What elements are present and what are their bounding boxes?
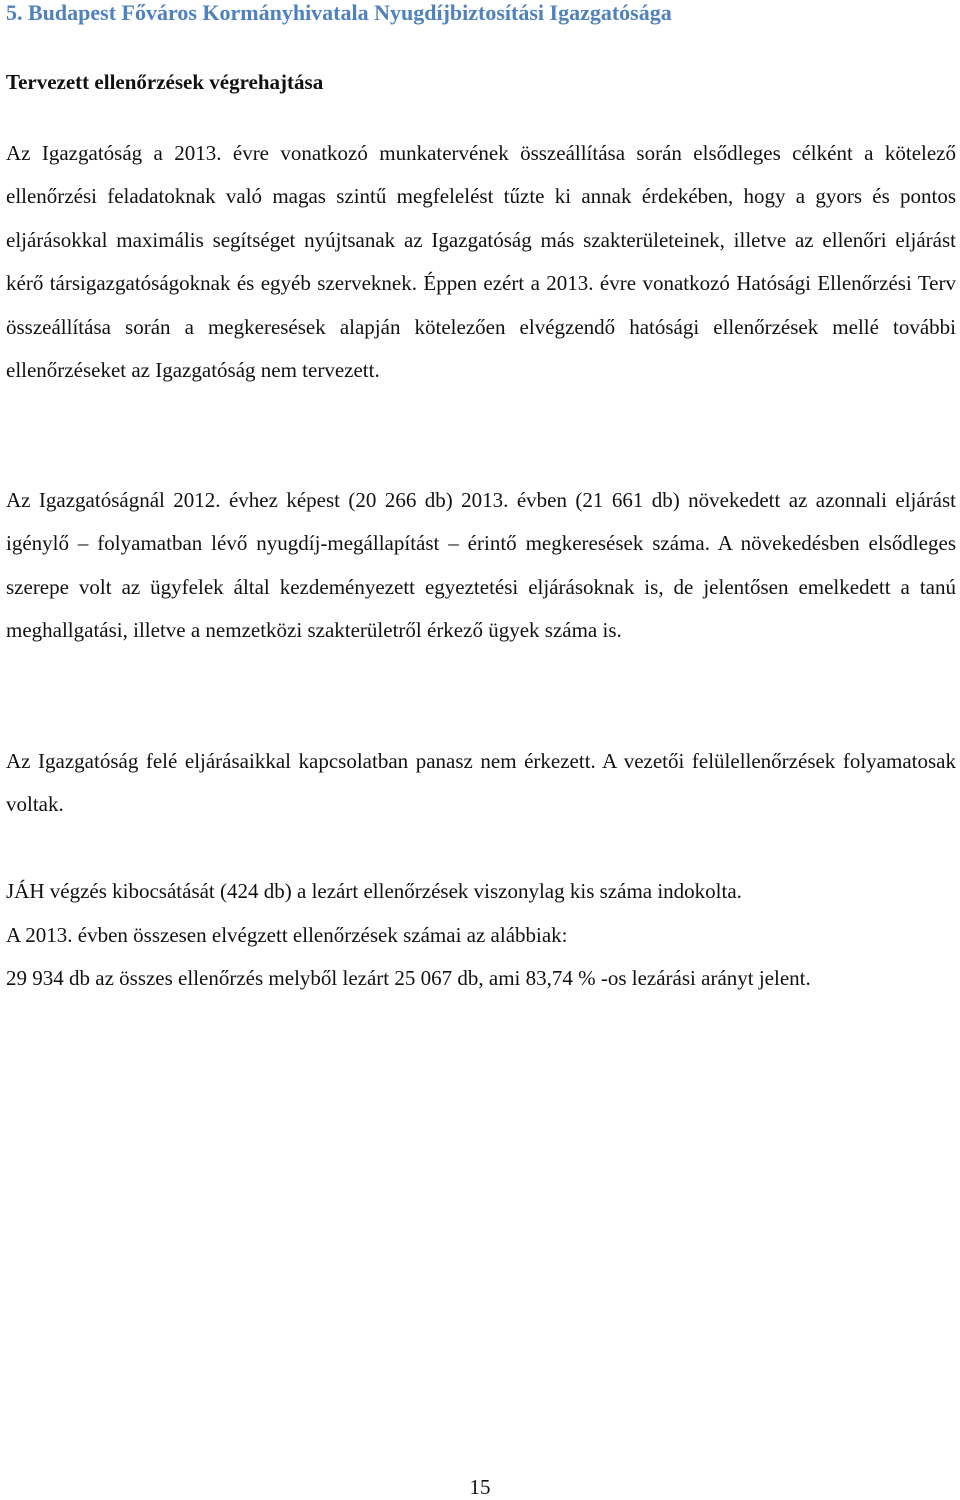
paragraph-jah: JÁH végzés kibocsátását (424 db) a lezárt ellenőrzések viszonylag kis száma indokolta. bbox=[6, 879, 742, 903]
section-heading: 5. Budapest Főváros Kormányhivatala Nyugdíjbiztosítási Igazgatósága bbox=[6, 0, 672, 25]
page-number: 15 bbox=[469, 1475, 491, 1499]
paragraph-requests: Az Igazgatóságnál 2012. évhez képest (20 266 db) 2013. évben (21 661 db) növekedett az azonnali eljárást igénylő – folyamatban lévő nyugdíj-megállapítást – érintő megkeresések száma. A növekedésben elsődleges szerepe volt az ügyfelek által kezdeményezett egyeztetési eljárásoknak is, de jelentősen emelkedett a tanú meghallgatási, illetve a nemzetközi szakterületről érkező ügyek száma is. bbox=[6, 488, 956, 643]
paragraph-complaints: Az Igazgatóság felé eljárásaikkal kapcsolatban panasz nem érkezett. A vezetői felülellenőrzések folyamatosak voltak. bbox=[6, 749, 956, 817]
paragraph-planning: Az Igazgatóság a 2013. évre vonatkozó munkatervének összeállítása során elsődleges célként a kötelező ellenőrzési feladatoknak való magas szintű megfelelést tűzte ki annak érdekében, hogy a gyors és pontos eljárásokkal maximális segítséget nyújtsanak az Igazgatóság más szakterületeinek, illetve az ellenőri eljárást kérő társigazgatóságoknak és egyéb szerveknek. Éppen ezért a 2013. évre vonatkozó Hatósági Ellenőrzési Terv összeállítása során a megkeresések alapján kötelezően elvégzendő hatósági ellenőrzések mellé további ellenőrzéseket az Igazgatóság nem tervezett. bbox=[6, 141, 956, 383]
paragraph-totals: 29 934 db az összes ellenőrzés melyből lezárt 25 067 db, ami 83,74 % -os lezárási arányt jelent. bbox=[6, 966, 811, 990]
paragraph-intro-totals: A 2013. évben összesen elvégzett ellenőrzések számai az alábbiak: bbox=[6, 923, 568, 947]
subheading: Tervezett ellenőrzések végrehajtása bbox=[6, 70, 324, 94]
